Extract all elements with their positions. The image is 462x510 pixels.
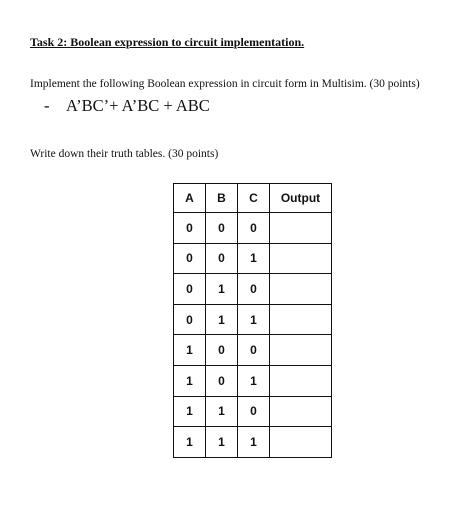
table-row <box>174 243 332 274</box>
cell-output <box>270 365 332 396</box>
boolean-expression <box>44 96 210 116</box>
cell-b: 1 <box>206 304 238 335</box>
truth-table <box>173 183 332 458</box>
header-c: C <box>238 184 270 213</box>
cell-b: 0 <box>206 365 238 396</box>
cell-output <box>270 243 332 274</box>
header-a: A <box>174 184 206 213</box>
header-output: Output <box>270 184 332 213</box>
cell-b: 0 <box>206 243 238 274</box>
expression-text: A’BC’+ A’BC + ABC <box>66 96 210 115</box>
cell-output <box>270 427 332 458</box>
cell-c: 0 <box>238 213 270 244</box>
cell-output <box>270 396 332 427</box>
cell-a: 1 <box>174 396 206 427</box>
cell-a: 1 <box>174 427 206 458</box>
table-header-row <box>174 184 332 213</box>
table-row <box>174 304 332 335</box>
task-title: Task 2: Boolean expression to circuit implementation. <box>30 35 305 49</box>
cell-b: 0 <box>206 213 238 244</box>
cell-c: 1 <box>238 427 270 458</box>
cell-c: 1 <box>238 304 270 335</box>
cell-a: 0 <box>174 304 206 335</box>
cell-output <box>270 213 332 244</box>
cell-a: 0 <box>174 213 206 244</box>
header-b: B <box>206 184 238 213</box>
cell-b: 0 <box>206 335 238 366</box>
instruction-text: Implement the following Boolean expression in circuit form in Multisim. (30 points) <box>30 78 420 90</box>
cell-b: 1 <box>206 396 238 427</box>
cell-c: 1 <box>238 243 270 274</box>
cell-b: 1 <box>206 427 238 458</box>
table-row <box>174 213 332 244</box>
table-row <box>174 365 332 396</box>
table-row <box>174 274 332 305</box>
cell-c: 0 <box>238 274 270 305</box>
cell-a: 0 <box>174 274 206 305</box>
cell-output <box>270 304 332 335</box>
cell-a: 0 <box>174 243 206 274</box>
cell-a: 1 <box>174 365 206 396</box>
truth-table-prompt: Write down their truth tables. (30 points) <box>30 148 219 160</box>
cell-c: 1 <box>238 365 270 396</box>
expression-bullet: - <box>44 96 50 115</box>
cell-a: 1 <box>174 335 206 366</box>
cell-output <box>270 274 332 305</box>
table-row <box>174 396 332 427</box>
cell-c: 0 <box>238 335 270 366</box>
table-row <box>174 335 332 366</box>
cell-output <box>270 335 332 366</box>
table-row <box>174 427 332 458</box>
cell-b: 1 <box>206 274 238 305</box>
cell-c: 0 <box>238 396 270 427</box>
